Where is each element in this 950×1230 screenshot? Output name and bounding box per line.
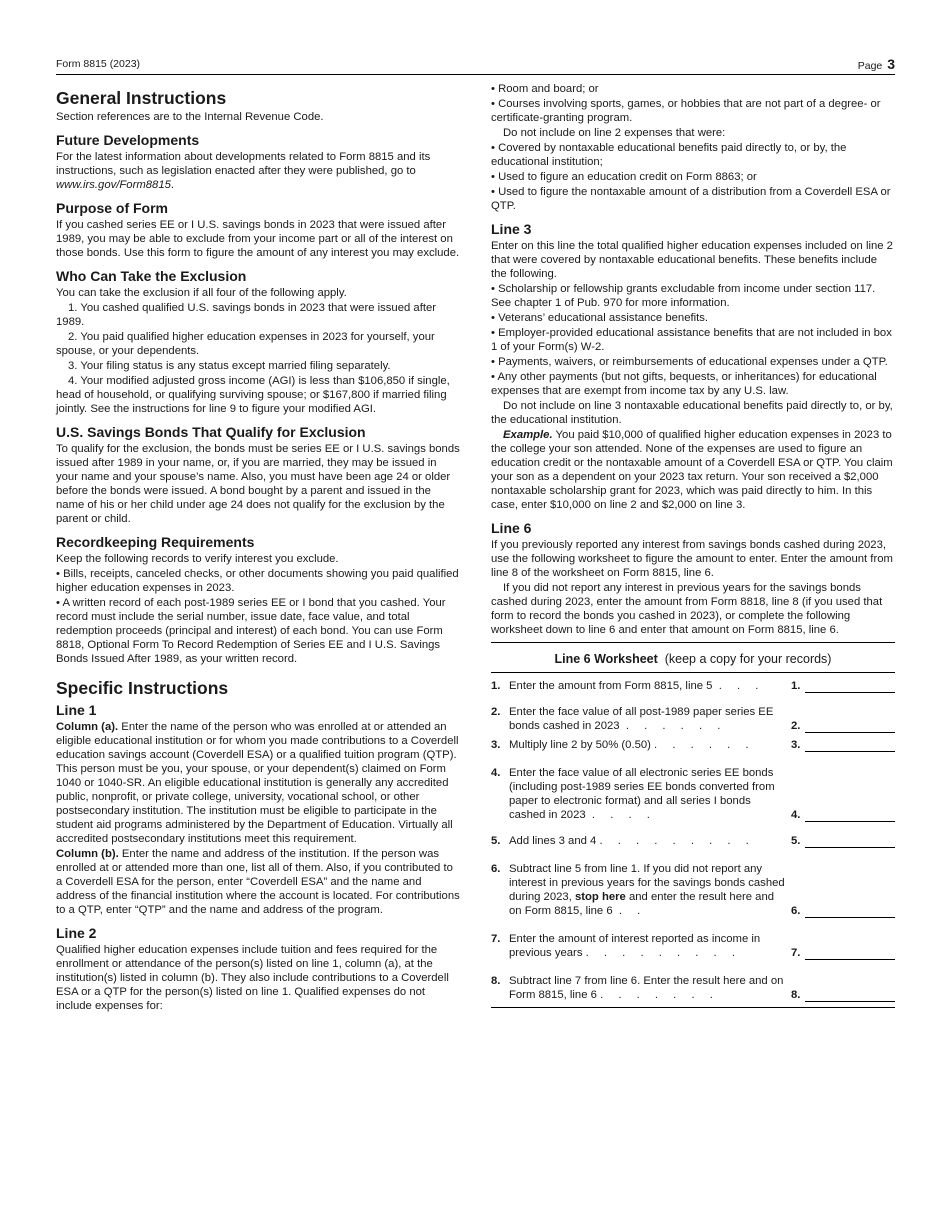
row-desc: Enter the amount from Form 8815, line 5: [509, 680, 713, 692]
line2-bullet: • Courses involving sports, games, or hobbies that are not part of a degree- or certificate-granting program.: [491, 98, 881, 124]
line2-bullet: • Used to figure an education credit on Form 8863; or: [491, 171, 757, 183]
amount-field-5[interactable]: [805, 835, 895, 848]
purpose-heading: Purpose of Form: [56, 200, 169, 216]
recordkeeping-heading: Recordkeeping Requirements: [56, 534, 255, 550]
who-can-item: 3. Your filing status is any status except married filing separately.: [68, 360, 391, 372]
row-desc: Enter the face value of all post-1989 paper series EE bonds cashed in 2023: [509, 706, 774, 732]
row-text: [509, 862, 787, 918]
line3-text: Enter on this line the total qualified higher education expenses included on line 2 that were covered by nontaxable educational benefits. These benefits include the following.: [491, 240, 893, 280]
row-dots: . . . .: [591, 809, 656, 821]
worksheet-row: [491, 673, 895, 697]
worksheet-row: [491, 826, 895, 852]
who-can-item: 4. Your modified adjusted gross income (AGI) is less than $106,850 if single, head of household, or qualifying surviving spouse; or $167,800 if married filing jointly. See the instructions for line 9 to figure your modified AGI.: [56, 375, 450, 415]
row-dots: . . .: [718, 680, 765, 692]
line1-cola: [56, 720, 460, 846]
row-num: 1.: [491, 680, 501, 692]
amount-field-2[interactable]: [805, 720, 895, 733]
row-dots: . . . . . . .: [600, 989, 719, 1001]
row-desc: Multiply line 2 by 50% (0.50): [509, 739, 651, 751]
amount-field-4[interactable]: [805, 809, 895, 822]
gi-text: Section references are to the Internal Revenue Code.: [56, 111, 324, 123]
row-dots: . . . . . .: [625, 720, 727, 732]
row-num: 7.: [491, 933, 501, 945]
row-text: [509, 974, 787, 1002]
row-desc-post: and enter the result here and on Form 8815, line 6: [509, 891, 775, 917]
worksheet-subtitle: (keep a copy for your records): [664, 652, 832, 666]
example-label: Example.: [503, 429, 553, 441]
line2-bullet: • Room and board; or: [491, 83, 599, 95]
page-word: Page: [857, 60, 883, 72]
specific-instructions-heading: Specific Instructions: [56, 678, 229, 698]
line2-bullet: • Covered by nontaxable educational benefits paid directly to, or by, the educational institution;: [491, 142, 847, 168]
example-text: You paid $10,000 of qualified higher education expenses in 2023 to the college your son attended. None of the expenses are used to figure an education credit or the nontaxable amount of a Coverdell ESA or QTP. You claim your son as a dependent on your 2023 tax return. Your son received a $2,000 nontaxable scholarship grant for 2023, which was paid directly to him. In this case, enter $10,000 on line 2 and $2,000 on line 3.: [491, 429, 893, 511]
row-num: 4.: [491, 767, 501, 779]
line3-example: [491, 428, 895, 512]
who-can-intro: You can take the exclusion if all four of the following apply.: [56, 287, 347, 299]
colb-label: Column (b).: [56, 848, 119, 860]
row-label: 8.: [791, 989, 801, 1001]
fd-text-pre: For the latest information about developments related to Form 8815 and its instructions, such as legislation enacted after they were published, go to: [56, 151, 431, 177]
who-can-item: 2. You paid qualified higher education expenses in 2023 for yourself, your spouse, or your dependents.: [56, 331, 435, 357]
line6-worksheet: [491, 642, 895, 1008]
row-num: 3.: [491, 739, 501, 751]
line2-heading: Line 2: [56, 925, 97, 941]
line2-donot: Do not include on line 2 expenses that were:: [503, 127, 726, 139]
row-label: 7.: [791, 947, 801, 959]
row-label: 1.: [791, 680, 801, 692]
row-dots: . .: [618, 905, 647, 917]
line3-item: • Any other payments (but not gifts, bequests, or inheritances) for educational expenses that are exempt from income tax by any U.S. law.: [491, 371, 877, 397]
worksheet-row: [491, 922, 895, 964]
line1-colb: [56, 847, 460, 917]
row-desc: Enter the amount of interest reported as income in previous years: [509, 933, 761, 959]
line2-text: Qualified higher education expenses include tuition and fees required for the enrollment or attendance of the person(s) listed on line 1, column (a), at the institution(s) listed in column (b). They also include contributions to a Coverdell ESA or a QTP for the person(s) listed on line 1. Qualified expenses do not include expenses for:: [56, 944, 449, 1012]
line3-donot: Do not include on line 3 nontaxable educational benefits paid directly to, or by, the educational institution.: [491, 400, 893, 426]
colb-text: Enter the name and address of the institution. If the person was enrolled at or attended more than one, list all of them. Also, if you contributed to a Coverdell ESA for the person, enter “Coverdell ESA” and the name and address of the financial institution where the account is located. For contributions to a QTP, enter “QTP” and the name and address of the program.: [56, 848, 460, 916]
who-can-heading: Who Can Take the Exclusion: [56, 268, 247, 284]
worksheet-title: [491, 643, 895, 673]
worksheet-row: [491, 737, 895, 756]
line2-bullet: • Used to figure the nontaxable amount of a distribution from a Coverdell ESA or QTP.: [491, 186, 891, 212]
row-num: 8.: [491, 975, 501, 987]
right-column: [491, 82, 895, 1008]
fd-link[interactable]: www.irs.gov/Form8815: [56, 179, 171, 191]
who-can-item: 1. You cashed qualified U.S. savings bonds in 2023 that were issued after 1989.: [56, 302, 437, 328]
amount-field-8[interactable]: [805, 989, 895, 1002]
amount-field-1[interactable]: [805, 680, 895, 693]
row-desc: Subtract line 7 from line 6. Enter the result here and on Form 8815, line 6: [509, 975, 784, 1001]
row-text: [509, 679, 787, 693]
page-header: [56, 56, 895, 75]
row-text: [509, 738, 787, 752]
cola-label: Column (a).: [56, 721, 119, 733]
worksheet-row: [491, 697, 895, 737]
line3-item: • Veterans’ educational assistance benefits.: [491, 312, 709, 324]
row-label: 3.: [791, 739, 801, 751]
line3-item: • Payments, waivers, or reimbursements of educational expenses under a QTP.: [491, 356, 888, 368]
row-desc: Add lines 3 and 4: [509, 835, 597, 847]
row-label: 4.: [791, 809, 801, 821]
row-dots: . . . . . . . . .: [585, 947, 741, 959]
left-column: [56, 82, 460, 1014]
purpose-text: If you cashed series EE or I U.S. savings bonds in 2023 that were issued after 1989, you may be able to exclude from your income part or all of the interest on those bonds. Use this form to figure the amount of any interest you may exclude.: [56, 219, 460, 259]
row-text: [509, 932, 787, 960]
form-id: Form 8815 (2023): [56, 58, 141, 70]
page-num: 3: [887, 56, 895, 72]
stop-here: stop here: [574, 891, 626, 903]
row-text: [509, 705, 787, 733]
fd-text: [56, 150, 460, 192]
recordkeeping-item: • A written record of each post-1989 series EE or I bond that you cashed. Your record must include the serial number, issue date, face value, and total redemption proceeds (principal and interest) of each bond. You can use Form 8818, Optional Form To Record Redemption of Series EE and I U.S. Savings Bonds Issued After 1989, as your written record.: [56, 597, 446, 665]
fd-text-post: .: [170, 179, 175, 191]
page-number: [858, 56, 895, 72]
recordkeeping-intro: Keep the following records to verify interest you exclude.: [56, 553, 339, 565]
worksheet-title-text: Line 6 Worksheet: [554, 652, 658, 666]
worksheet-row: [491, 756, 895, 826]
row-desc: Subtract line 5 from line 1. If you did not report any interest in previous years for the savings bonds cashed during 2023,: [509, 863, 785, 903]
worksheet-row: [491, 964, 895, 1007]
row-desc: Enter the face value of all electronic series EE bonds (including post-1989 series EE bonds converted from paper to electronic format) and all series I bonds cashed in 2023: [509, 767, 775, 821]
cola-text: Enter the name of the person who was enrolled at or attended an eligible educational institution or for whom you made contributions to a Coverdell education savings account (Coverdell ESA) or a qualified tuition program (QTP). This person must be you, your spouse, or your dependent(s) claimed on Form 1040 or 1040-SR. An eligible educational institution is generally any accredited public, nonprofit, or private college, university, vocational school, or other postsecondary institution. The institution must be eligible to participate in the student aid programs administered by the Department of Education. Virtually all accredited postsecondary institutions meet this requirement.: [56, 721, 459, 845]
amount-field-6[interactable]: [805, 905, 895, 918]
recordkeeping-item: • Bills, receipts, canceled checks, or other documents showing you paid qualified higher education expenses in 2023.: [56, 568, 459, 594]
amount-field-3[interactable]: [805, 739, 895, 752]
row-label: 6.: [791, 905, 801, 917]
row-num: 5.: [491, 835, 501, 847]
general-instructions-heading: General Instructions: [56, 88, 227, 108]
line1-heading: Line 1: [56, 702, 97, 718]
future-developments-heading: Future Developments: [56, 132, 200, 148]
row-num: 2.: [491, 706, 501, 718]
qualifying-bonds-heading: U.S. Savings Bonds That Qualify for Exclusion: [56, 424, 366, 440]
worksheet-row: [491, 852, 895, 922]
row-label: 5.: [791, 835, 801, 847]
line3-item: • Scholarship or fellowship grants excludable from income under section 117. See chapter 1 of Pub. 970 for more information.: [491, 283, 876, 309]
row-text: [509, 766, 787, 822]
row-dots: . . . . . .: [654, 739, 755, 751]
amount-field-7[interactable]: [805, 947, 895, 960]
line3-heading: Line 3: [491, 221, 532, 237]
row-label: 2.: [791, 720, 801, 732]
row-num: 6.: [491, 863, 501, 875]
line6-heading: Line 6: [491, 520, 532, 536]
line6-text2: If you did not report any interest in previous years for the savings bonds cashed during 2023, enter the amount from Form 8818, line 8 (if you used that form to record the bonds you cashed in 2023), or complete the following worksheet down to line 6 and enter that amount on Form 8815, line 6.: [491, 582, 883, 636]
line3-item: • Employer-provided educational assistance benefits that are not included in box 1 of your Form(s) W-2.: [491, 327, 892, 353]
line6-text1: If you previously reported any interest from savings bonds cashed during 2023, use the following worksheet to figure the amount to enter. Enter the amount from line 8 of the worksheet on Form 8815, line 6.: [491, 539, 893, 579]
row-text: [509, 834, 787, 848]
qualifying-bonds-text: To qualify for the exclusion, the bonds must be series EE or I U.S. savings bonds issued after 1989 in your name, or, if you are married, they may be issued in your name and your spouse’s name. Also, you must have been age 24 or older before the bonds were issued. A bond bought by a parent and issued in the name of his or her child under age 24 does not qualify for the exclusion by the parent or child.: [56, 443, 460, 525]
row-dots: . . . . . . . . .: [599, 835, 755, 847]
